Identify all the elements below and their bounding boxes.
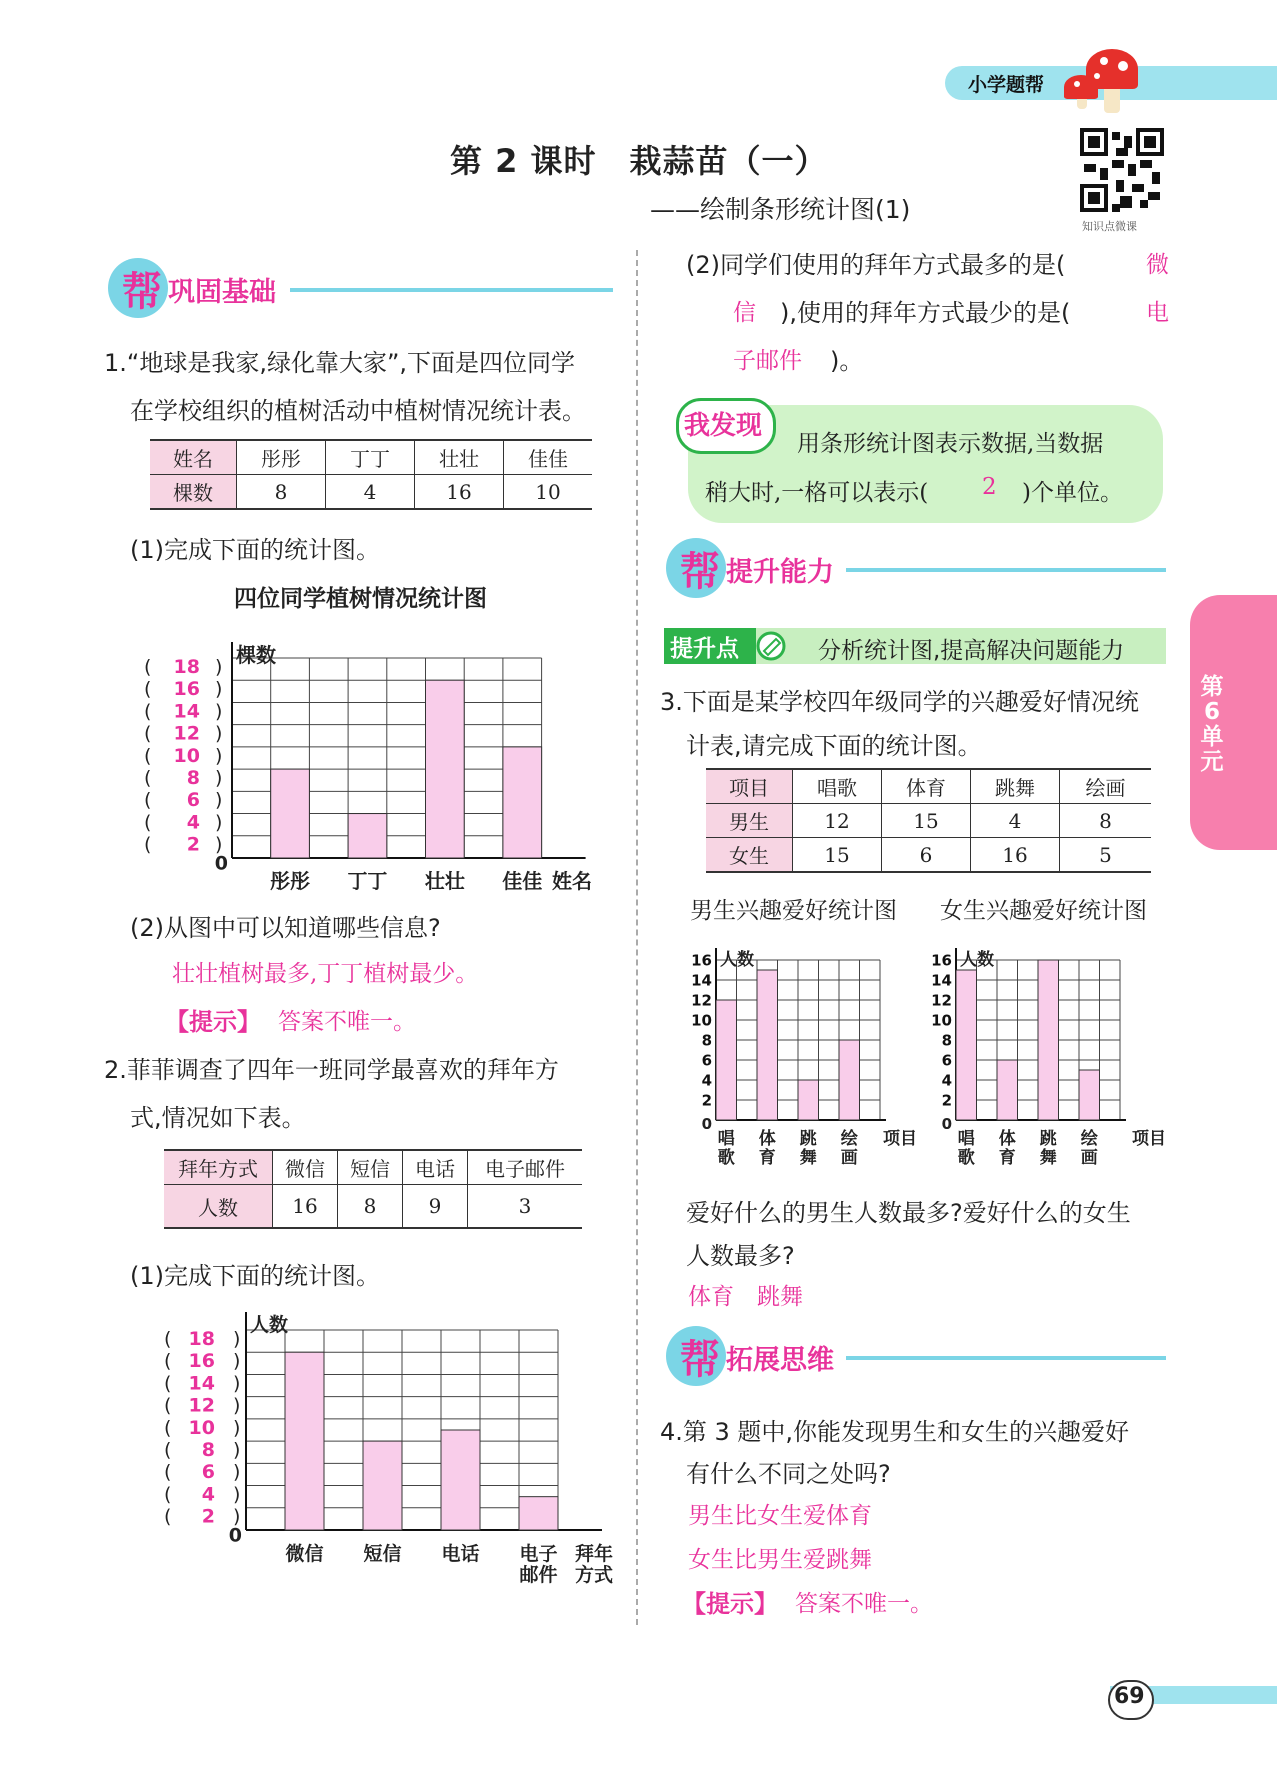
y-tick-label: 4 [201,1483,215,1506]
q4-stem-line2: 有什么不同之处吗? [686,1460,891,1488]
y-zero-label: 0 [214,852,228,875]
x-category-label: 舞 [799,1148,817,1168]
chart4-title: 女生兴趣爱好统计图 [940,898,1147,924]
table-row: 拜年方式 微信 短信 电话 电子邮件 [164,1150,582,1185]
x-category-label: 育 [998,1148,1016,1168]
column-divider [636,250,638,1625]
x-axis-label: 姓名 [552,869,592,893]
q1-hint-label: 【提示】 [165,1008,261,1036]
y-tick-label: 16 [188,1350,215,1373]
tick-paren-right: ) [215,700,223,723]
discover-badge-text: 我发现 [684,411,763,441]
chart-bar [271,769,310,858]
x-axis-label: 项目 [1132,1129,1166,1149]
x-axis-label: 项目 [883,1129,917,1149]
tick-paren-left: ( [164,1483,172,1506]
x-category-label: 微信 [285,1543,324,1565]
tick-paren-left: ( [164,1439,172,1462]
y-tick-label: 18 [188,1327,215,1350]
q1-answer: 壮壮植树最多,丁丁植树最少。 [172,961,479,987]
tick-paren-left: ( [144,811,152,834]
tick-paren-right: ) [215,767,223,790]
tick-paren-right: ) [233,1439,241,1462]
mushroom-icon [1060,45,1140,115]
q3-question-line2: 人数最多? [686,1242,795,1270]
q2-stem-line1: 2.菲菲调查了四年一班同学最喜欢的拜年方 [104,1056,559,1084]
discover-line1: 用条形统计图表示数据,当数据 [797,431,1104,457]
x-category-label: 育 [758,1148,776,1168]
q4-hint-label: 【提示】 [682,1590,778,1618]
y-tick-label: 4 [186,811,200,834]
discover-line2-b: )个单位。 [1022,480,1123,506]
tick-paren-right: ) [233,1350,241,1373]
y-zero-label: 0 [701,1115,712,1133]
x-category-label: 佳佳 [502,869,543,893]
tick-paren-left: ( [164,1350,172,1373]
ability-badge-text: 提升点 [670,636,739,662]
q3-question-line1: 爱好什么的男生人数最多?爱好什么的女生 [686,1199,1131,1227]
q3-stem-line2: 计表,请完成下面的统计图。 [686,732,982,760]
q2-part2-a: (2)同学们使用的拜年方式最多的是( [686,251,1066,279]
tick-paren-right: ) [215,811,223,834]
q2-answer-least-2: 子邮件 [733,348,802,374]
chart-bar [503,747,542,858]
y-tick-label: 12 [931,991,952,1010]
x-axis-label: 拜年 [574,1543,614,1565]
tick-paren-right: ) [215,722,223,745]
chart-bar [1038,960,1059,1120]
tick-paren-right: ) [233,1394,241,1417]
q4-hint-text: 答案不唯一。 [795,1591,933,1617]
tick-paren-left: ( [144,767,152,790]
q1-stem-line1: 1.“地球是我家,绿化靠大家”,下面是四位同学 [104,349,576,377]
y-tick-label: 6 [186,789,200,812]
x-category-label: 电话 [441,1543,480,1565]
table-row: 男生 12 15 4 8 [706,804,1151,838]
y-tick-label: 2 [201,1505,215,1528]
q4-stem-line1: 4.第 3 题中,你能发现男生和女生的兴趣爱好 [660,1418,1130,1446]
lesson-title: 第 2 课时 栽蒜苗（一） [450,142,828,180]
x-category-label: 唱 [957,1129,975,1149]
y-tick-label: 4 [941,1071,952,1090]
table-row: 女生 15 6 16 5 [706,838,1151,873]
q3-table [706,768,1151,873]
x-category-label: 电子 [519,1543,558,1565]
y-tick-label: 18 [173,655,200,678]
q1-part2: (2)从图中可以知道哪些信息? [130,914,441,942]
y-tick-label: 2 [701,1091,712,1110]
y-tick-label: 2 [941,1091,952,1110]
tick-paren-left: ( [164,1461,172,1484]
q2-part1: (1)完成下面的统计图。 [130,1262,380,1290]
chart-bar [441,1430,480,1530]
chart-bar [757,970,778,1120]
section-header-basic: 帮 巩固基础 [108,258,613,318]
q2-answer-most-1: 微 [1146,252,1169,278]
chart-bar [956,970,977,1120]
y-tick-label: 2 [186,833,200,856]
chart3-title: 男生兴趣爱好统计图 [690,898,897,924]
x-category-label: 邮件 [519,1564,558,1586]
y-tick-label: 6 [941,1051,952,1070]
q3-answer: 体育 跳舞 [688,1284,803,1310]
y-axis-label: 人数 [250,1314,289,1336]
q2-answer-most-2: 信 [733,300,756,326]
x-category-label: 歌 [717,1148,735,1168]
y-tick-label: 4 [701,1071,712,1090]
x-category-label: 彤彤 [270,869,311,893]
tick-paren-right: ) [233,1483,241,1506]
chart-bar [798,1080,819,1120]
y-tick-label: 8 [941,1031,952,1050]
y-axis-label: 棵数 [236,643,276,667]
tick-paren-right: ) [233,1416,241,1439]
y-axis-label: 人数 [720,950,754,970]
tick-paren-left: ( [164,1416,172,1439]
q1-hint-text: 答案不唯一。 [278,1009,416,1035]
chart-tree-planting [140,618,610,894]
lesson-subtitle: ——绘制条形统计图(1) [650,195,911,224]
table-row: 棵数 8 4 16 10 [150,475,592,510]
x-category-label: 丁丁 [347,869,388,893]
chart-bar [839,1040,860,1120]
y-tick-label: 12 [173,722,200,745]
tick-paren-left: ( [164,1505,172,1528]
x-category-label: 歌 [957,1148,975,1168]
qr-caption: 知识点微课 [1082,220,1137,233]
y-tick-label: 10 [931,1011,952,1030]
y-tick-label: 8 [201,1439,215,1462]
discover-line2-a: 稍大时,一格可以表示( [705,480,929,506]
chart-bar [1079,1070,1100,1120]
q1-part1: (1)完成下面的统计图。 [130,536,380,564]
pencil-icon [756,631,788,661]
tick-paren-left: ( [144,833,152,856]
q1-table [150,439,592,510]
table-row: 姓名 彤彤 丁丁 壮壮 佳佳 [150,440,592,475]
y-tick-label: 12 [691,991,712,1010]
table-row: 人数 16 8 9 3 [164,1185,582,1229]
chart-new-year-greeting [150,1300,630,1600]
y-tick-label: 10 [188,1416,215,1439]
ability-desc: 分析统计图,提高解决问题能力 [818,638,1125,664]
tick-paren-left: ( [164,1394,172,1417]
tick-paren-left: ( [144,678,152,701]
tick-paren-right: ) [215,678,223,701]
x-category-label: 跳 [799,1129,817,1149]
tick-paren-left: ( [144,722,152,745]
tick-paren-left: ( [164,1327,172,1350]
q4-answer-line2: 女生比男生爱跳舞 [688,1547,872,1573]
x-axis-label: 方式 [574,1564,614,1586]
chart-bar [519,1497,558,1530]
section-header-extend: 帮 拓展思维 [666,1326,1166,1386]
y-tick-label: 8 [186,767,200,790]
table-row: 项目 唱歌 体育 跳舞 绘画 [706,769,1151,804]
tick-paren-left: ( [144,655,152,678]
x-category-label: 体 [758,1129,776,1149]
unit-side-tab-label: 第6单元 [1200,674,1224,775]
x-category-label: 绘 [840,1129,858,1149]
tick-paren-right: ) [233,1372,241,1395]
q2-part2-c: )。 [830,347,864,375]
page-number: 69 [1114,1684,1145,1709]
discover-answer: 2 [982,474,997,500]
tick-paren-right: ) [233,1505,241,1528]
tick-paren-left: ( [144,744,152,767]
chart-bar [716,1000,737,1120]
x-category-label: 壮壮 [424,869,465,893]
y-tick-label: 14 [931,971,952,990]
q2-table [164,1149,582,1229]
chart-girls-hobbies [928,930,1178,1180]
x-category-label: 短信 [363,1543,402,1565]
y-zero-label: 0 [228,1524,242,1547]
q2-answer-least-1: 电 [1146,300,1169,326]
y-tick-label: 10 [691,1011,712,1030]
chart-bar [348,814,387,858]
qr-code-icon[interactable] [1080,128,1164,212]
y-tick-label: 6 [701,1051,712,1070]
y-tick-label: 12 [188,1394,215,1417]
tick-paren-left: ( [164,1372,172,1395]
q2-part2-b: ),使用的拜年方式最少的是( [780,299,1071,327]
x-category-label: 唱 [717,1129,735,1149]
y-tick-label: 16 [931,951,952,970]
tick-paren-right: ) [233,1461,241,1484]
x-category-label: 舞 [1039,1148,1057,1168]
y-tick-label: 10 [173,744,200,767]
y-tick-label: 16 [173,678,200,701]
y-tick-label: 14 [173,700,200,723]
chart-bar [426,680,465,858]
chart-bar [997,1060,1018,1120]
tick-paren-left: ( [144,789,152,812]
y-zero-label: 0 [941,1115,952,1133]
section-header-ability: 帮 提升能力 [666,538,1166,598]
tick-paren-right: ) [233,1327,241,1350]
chart-bar [363,1441,402,1530]
tick-paren-right: ) [215,833,223,856]
brand-text: 小学题帮 [968,74,1045,96]
x-category-label: 画 [840,1148,858,1168]
q3-stem-line1: 3.下面是某学校四年级同学的兴趣爱好情况统 [660,688,1139,716]
x-category-label: 画 [1080,1148,1098,1168]
y-tick-label: 6 [201,1461,215,1484]
q1-stem-line2: 在学校组织的植树活动中植树情况统计表。 [130,397,586,425]
chart-boys-hobbies [688,930,938,1180]
y-tick-label: 14 [691,971,712,990]
x-category-label: 绘 [1080,1129,1098,1149]
q4-answer-line1: 男生比女生爱体育 [688,1503,872,1529]
q2-stem-line2: 式,情况如下表。 [130,1104,306,1132]
chart1-title: 四位同学植树情况统计图 [234,586,487,612]
tick-paren-right: ) [215,655,223,678]
y-tick-label: 8 [701,1031,712,1050]
tick-paren-left: ( [144,700,152,723]
x-category-label: 跳 [1039,1129,1057,1149]
chart-bar [285,1352,324,1530]
y-tick-label: 14 [188,1372,215,1395]
y-tick-label: 16 [691,951,712,970]
tick-paren-right: ) [215,789,223,812]
y-axis-label: 人数 [960,950,994,970]
x-category-label: 体 [998,1129,1016,1149]
tick-paren-right: ) [215,744,223,767]
